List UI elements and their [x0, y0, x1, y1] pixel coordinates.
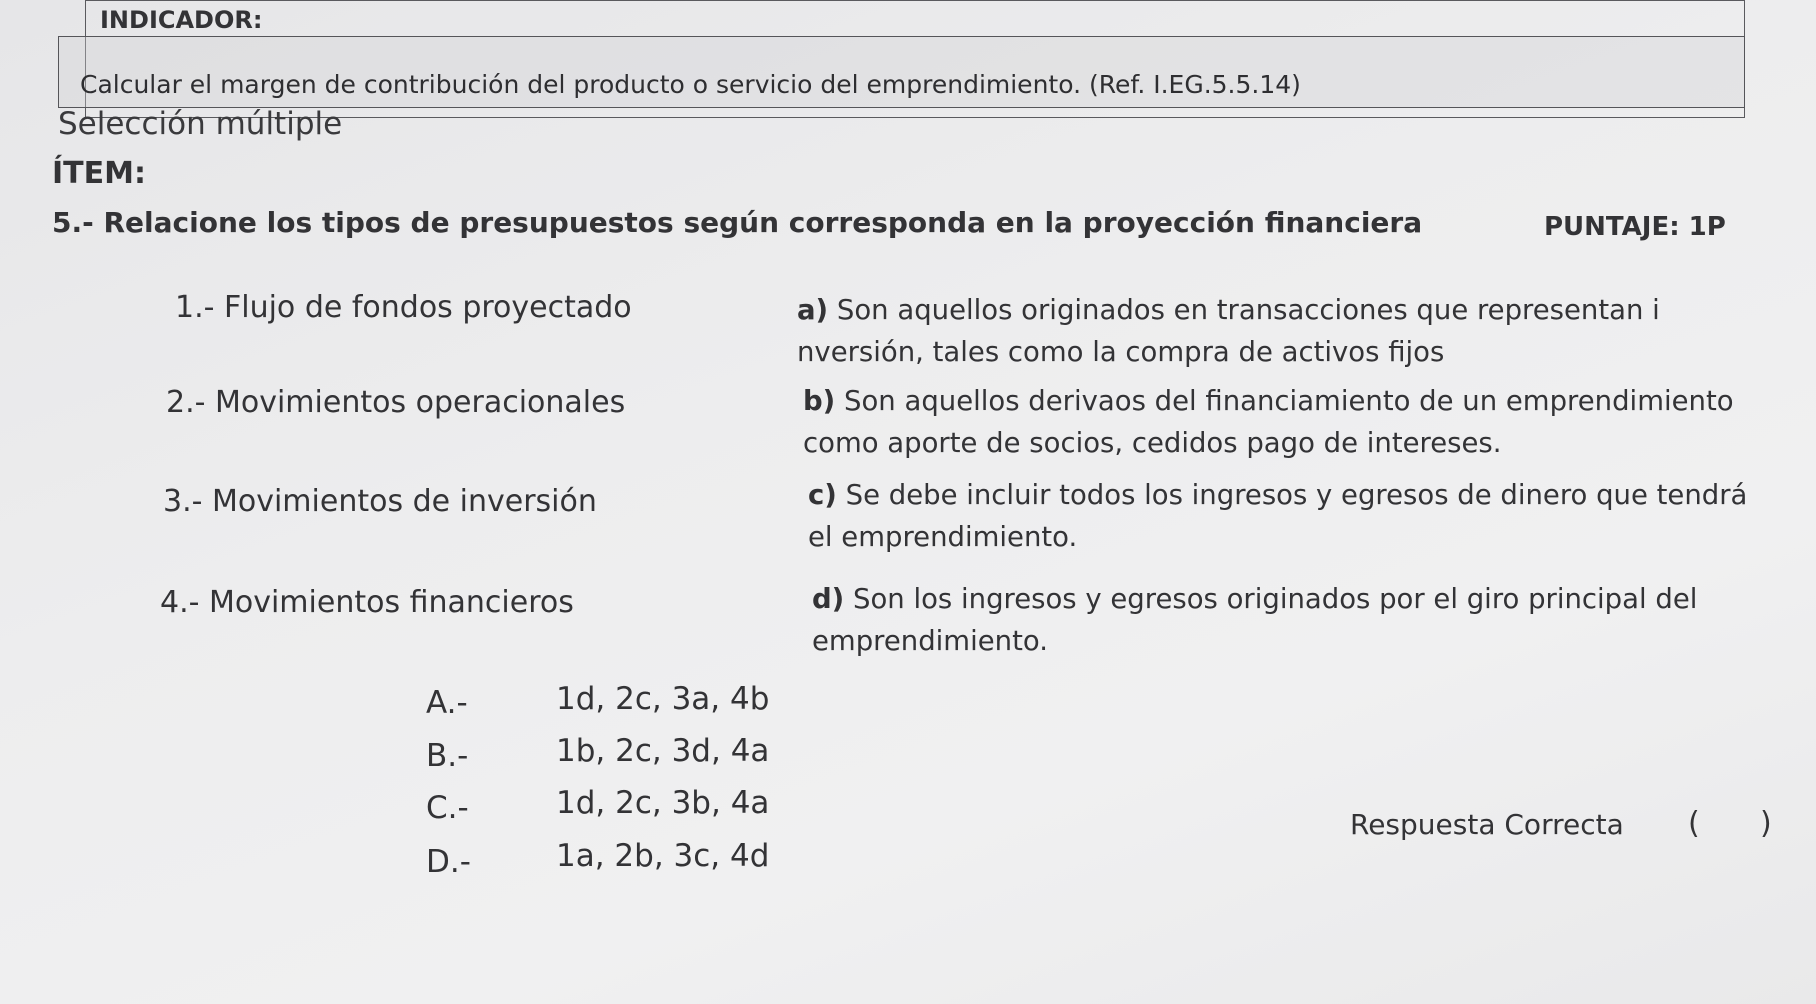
option-c-value: 1d, 2c, 3b, 4a [556, 785, 770, 821]
definition-line: el emprendimiento. [808, 521, 1078, 553]
question-mode: Selección múltiple [58, 106, 343, 142]
definition-key: d) [812, 583, 845, 615]
option-d-value: 1a, 2b, 3c, 4d [556, 838, 770, 874]
score-label: PUNTAJE: 1P [1544, 212, 1726, 242]
definition-line: Se debe incluir todos los ingresos y egresos de dinero que tendrá [845, 479, 1748, 511]
option-a-value: 1d, 2c, 3a, 4b [556, 681, 770, 717]
definition-key: c) [808, 479, 837, 511]
answer-label: Respuesta Correcta [1350, 808, 1624, 841]
term-3: 3.- Movimientos de inversión [163, 484, 597, 519]
option-c-letter: C.- [426, 790, 469, 826]
definition-a [797, 289, 1660, 373]
term-2: 2.- Movimientos operacionales [166, 385, 626, 420]
definition-line: Son aquellos originados en transacciones que representan i [836, 294, 1660, 326]
indicator-label: INDICADOR: [100, 6, 263, 34]
definition-b [803, 380, 1734, 464]
term-1: 1.- Flujo de fondos proyectado [175, 290, 632, 325]
answer-paren-open: ( [1688, 806, 1700, 841]
answer-paren-close: ) [1760, 806, 1772, 841]
option-d-letter: D.- [426, 844, 471, 880]
question-text: 5.- Relacione los tipos de presupuestos según corresponda en la proyección financiera [52, 206, 1423, 239]
definition-line: Son los ingresos y egresos originados por el giro principal del [853, 583, 1698, 615]
definition-line: nversión, tales como la compra de activos fijos [797, 336, 1445, 368]
definition-line: Son aquellos derivaos del financiamiento de un emprendimiento [844, 385, 1734, 417]
option-a-letter: A.- [426, 685, 468, 721]
term-4: 4.- Movimientos financieros [160, 585, 574, 620]
option-b-value: 1b, 2c, 3d, 4a [556, 733, 770, 769]
option-b-letter: B.- [426, 738, 469, 774]
indicator-text: Calcular el margen de contribución del producto o servicio del emprendimiento. (Ref. I.EG.5.5.14) [80, 70, 1301, 99]
definition-c [808, 474, 1747, 558]
definition-key: a) [797, 294, 829, 326]
definition-d [812, 578, 1697, 662]
definition-line: emprendimiento. [812, 625, 1048, 657]
item-label: ÍTEM: [52, 156, 146, 191]
definition-line: como aporte de socios, cedidos pago de intereses. [803, 427, 1502, 459]
definition-key: b) [803, 385, 836, 417]
